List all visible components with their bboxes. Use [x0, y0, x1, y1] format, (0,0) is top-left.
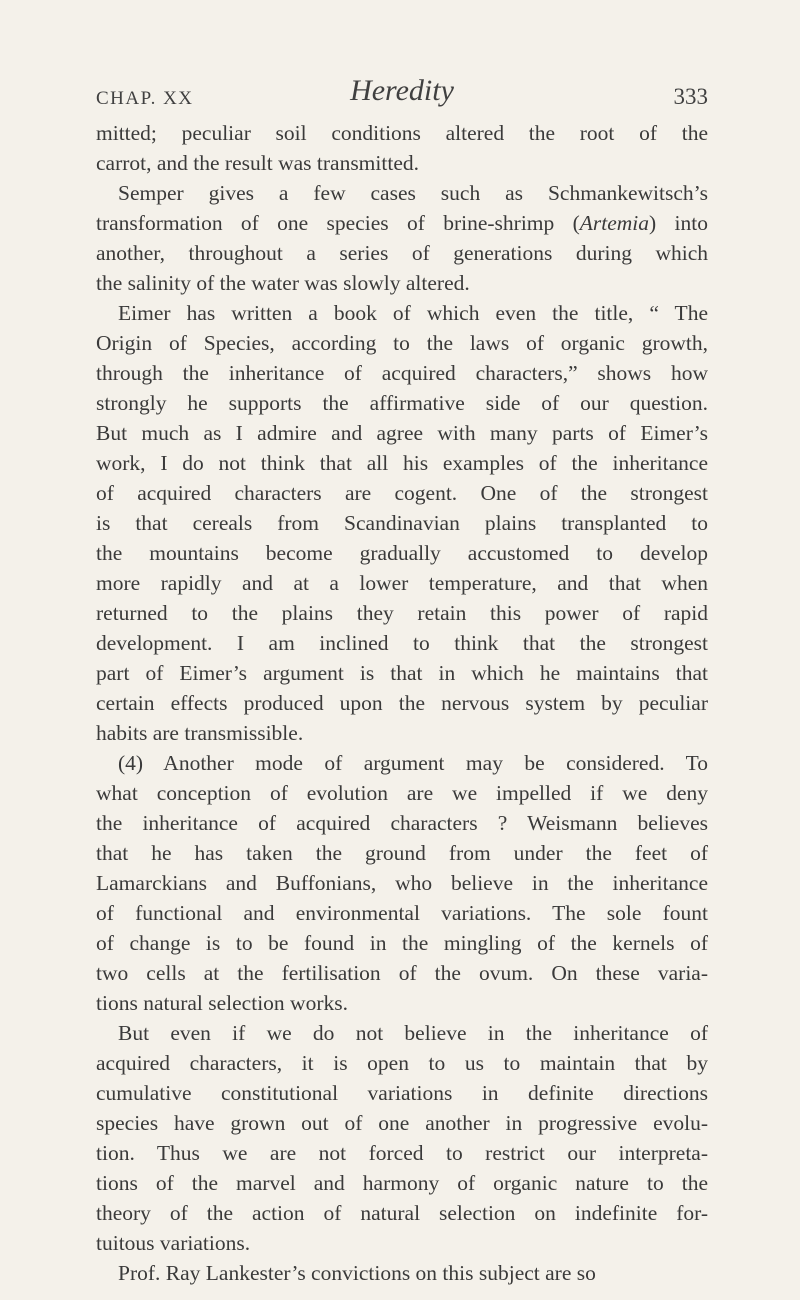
text-line	[96, 208, 708, 238]
text-line: Origin of Species, according to the laws of organic growth,	[96, 331, 708, 355]
text-segment: ) into	[649, 211, 708, 235]
text-line: that he has taken the ground from under the feet of	[96, 841, 708, 865]
text-line: is that cereals from Scandinavian plains transplanted to	[96, 511, 708, 535]
text-line: development. I am inclined to think that the strongest	[96, 631, 708, 655]
text-line: tuitous variations.	[96, 1231, 251, 1255]
text-line: more rapidly and at a lower temperature, and that when	[96, 571, 708, 595]
text-line: strongly he supports the affirmative side of our question.	[96, 391, 708, 415]
text-line: acquired characters, it is open to us to maintain that by	[96, 1051, 708, 1075]
text-line: returned to the plains they retain this power of rapid	[96, 601, 708, 625]
text-line: theory of the action of natural selection on indefinite for-	[96, 1201, 708, 1225]
text-line: (4) Another mode of argument may be considered. To	[118, 751, 708, 775]
text-line: work, I do not think that all his examples of the inheritance	[96, 451, 708, 475]
species-name: Artemia	[579, 211, 650, 235]
running-head	[96, 74, 708, 114]
text-line: part of Eimer’s argument is that in which he maintains that	[96, 661, 708, 685]
text-line: tions natural selection works.	[96, 991, 348, 1015]
text-line: the inheritance of acquired characters ? Weismann believes	[96, 811, 708, 835]
text-line: certain effects produced upon the nervous system by peculiar	[96, 691, 708, 715]
text-line: Lamarckians and Buffonians, who believe in the inheritance	[96, 871, 708, 895]
text-line: Prof. Ray Lankester’s convictions on this subject are so	[118, 1261, 596, 1285]
text-line: through the inheritance of acquired characters,” shows how	[96, 361, 708, 385]
text-line: the mountains become gradually accustomed to develop	[96, 541, 708, 565]
text-line: Eimer has written a book of which even the title, “ The	[118, 301, 708, 325]
text-segment: transformation of one species of brine-shrimp (	[96, 211, 580, 235]
text-line: Semper gives a few cases such as Schmankewitsch’s	[118, 181, 708, 205]
page-title: Heredity	[350, 74, 454, 107]
text-line: cumulative constitutional variations in definite directions	[96, 1081, 708, 1105]
text-line: tion. Thus we are not forced to restrict our interpreta-	[96, 1141, 708, 1165]
chapter-label: CHAP. XX	[96, 88, 194, 109]
text-line: the salinity of the water was slowly altered.	[96, 271, 470, 295]
text-line: But even if we do not believe in the inheritance of	[118, 1021, 708, 1045]
text-line: of acquired characters are cogent. One of the strongest	[96, 481, 708, 505]
text-line: carrot, and the result was transmitted.	[96, 151, 419, 175]
page-number: 333	[673, 84, 708, 109]
text-line: species have grown out of one another in progressive evolu-	[96, 1111, 708, 1135]
text-line: of functional and environmental variations. The sole fount	[96, 901, 708, 925]
text-line: tions of the marvel and harmony of organic nature to the	[96, 1171, 708, 1195]
text-line: habits are transmissible.	[96, 721, 304, 745]
text-line: mitted; peculiar soil conditions altered the root of the	[96, 121, 708, 145]
text-line: what conception of evolution are we impelled if we deny	[96, 781, 708, 805]
text-line: another, throughout a series of generations during which	[96, 241, 708, 265]
text-line: two cells at the fertilisation of the ovum. On these varia-	[96, 961, 708, 985]
body-text	[96, 118, 708, 1288]
text-line: But much as I admire and agree with many parts of Eimer’s	[96, 421, 708, 445]
text-line: of change is to be found in the mingling of the kernels of	[96, 931, 708, 955]
